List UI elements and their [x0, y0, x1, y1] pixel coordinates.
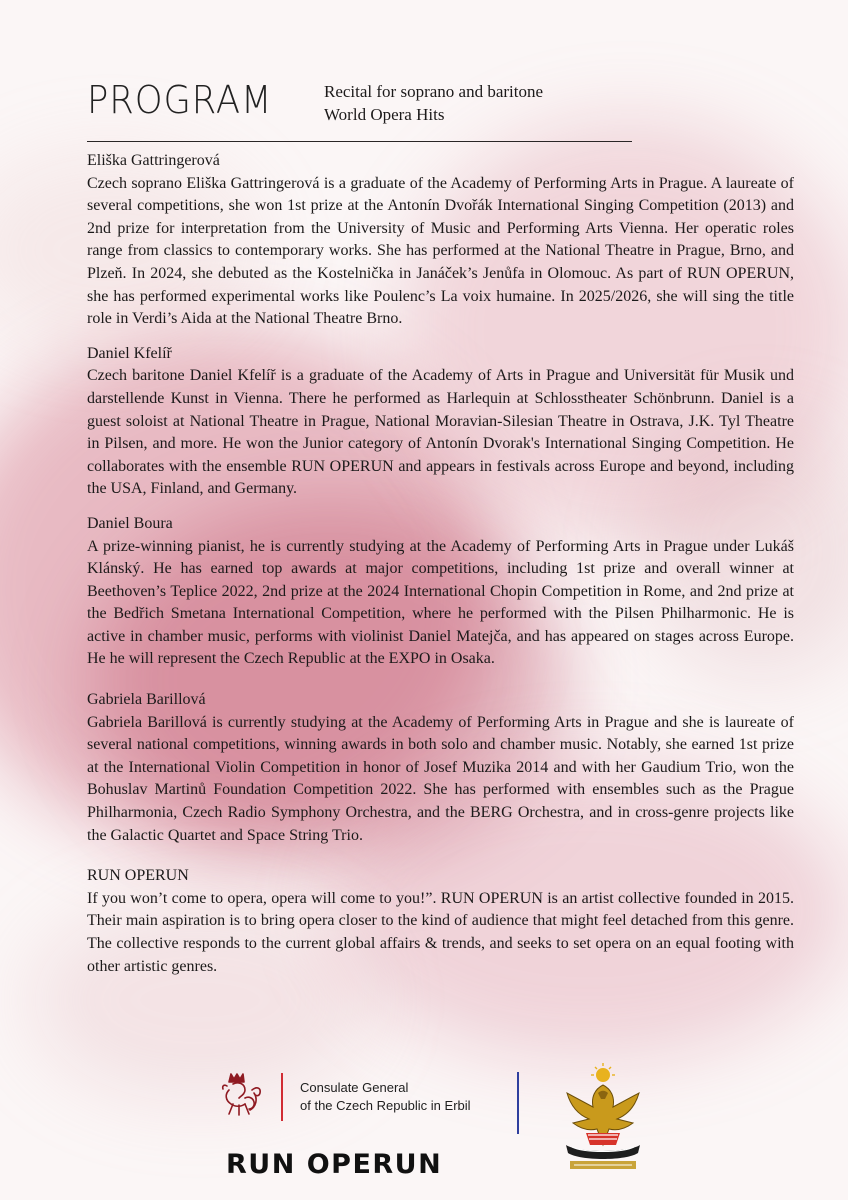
- page-title: PROGRAM: [87, 78, 273, 122]
- bio-ensemble: [87, 865, 794, 978]
- biographies: [87, 150, 794, 990]
- consulate-name: [300, 1079, 471, 1115]
- consulate-line-2: of the Czech Republic in Erbil: [300, 1098, 471, 1113]
- bio-soprano: [87, 150, 794, 331]
- bio-text: Czech baritone Daniel Kfelíř is a graduate of the Academy of Arts in Prague and Universität für Musik und darstellende Kunst in Vienna. There he performed as Harlequin at Schlosstheater Schönbrunn. Daniel is a guest soloist at National Theatre in Prague, National Moravian-Silesian Theatre in Ostrava, J.K. Tyl Theatre in Pilsen, and more. He won the Junior category of Antonín Dvorak's International Singing Competition. He collaborates with the ensemble RUN OPERUN and appears in festivals across Europe and beyond, including the USA, Finland, and Germany.: [87, 367, 794, 498]
- run-operun-logo: RUN OPERUN: [226, 1149, 443, 1180]
- consulate-line-1: Consulate General: [300, 1080, 409, 1095]
- subtitle-line-2: World Opera Hits: [324, 105, 445, 124]
- czech-lion-icon: [219, 1070, 263, 1120]
- bio-name: Daniel Kfelíř: [87, 344, 172, 362]
- header-divider: [87, 141, 632, 142]
- bio-violinist: [87, 689, 794, 847]
- bio-name: RUN OPERUN: [87, 867, 189, 885]
- bio-name: Daniel Boura: [87, 514, 173, 532]
- bio-text: Gabriela Barillová is currently studying at the Academy of Performing Arts in Prague and she is laureate of several national competitions, winning awards in both solo and chamber music. Notably, she earned 1st prize at the International Violin Competition in honor of Josef Muzika 2014 and with her Gaudium Trio, won the Bohuslav Martinů Foundation Competition 2022. She has performed with ensembles such as the Prague Philharmonia, Czech Radio Symphony Orchestra, and the BERG Orchestra, and in cross-genre projects like the Galactic Quartet and Space String Trio.: [87, 713, 794, 844]
- bio-text: If you won’t come to opera, opera will come to you!”. RUN OPERUN is an artist collective founded in 2015. Their main aspiration is to bring opera closer to the kind of audience that might feel detached from this genre. The collective responds to the current global affairs & trends, and seeks to set opera on an equal footing with other artistic genres.: [87, 889, 794, 975]
- blue-divider: [517, 1072, 519, 1134]
- kurdistan-emblem-icon: [558, 1063, 648, 1181]
- red-divider: [281, 1073, 283, 1121]
- subtitle-line-1: Recital for soprano and baritone: [324, 82, 544, 101]
- bio-text: Czech soprano Eliška Gattringerová is a graduate of the Academy of Performing Arts in Prague. A laureate of several competitions, she won 1st prize at the Antonín Dvořák International Singing Competition (2013) and 2nd prize for interpretation from the University of Music and Performing Arts Vienna. Her operatic roles range from classics to contemporary works. She has performed at the National Theatre in Prague, Brno, and Plzeň. In 2024, she debuted as the Kostelnička in Janáček’s Jenůfa in Olomouc. As part of RUN OPERUN, she has performed experimental works like Poulenc’s La voix humaine. In 2025/2026, she will sing the title role in Verdi’s Aida at the National Theatre Brno.: [87, 174, 794, 328]
- bio-baritone: [87, 343, 794, 501]
- bio-pianist: [87, 513, 794, 671]
- bio-text: A prize-winning pianist, he is currently studying at the Academy of Performing Arts in Prague under Lukáš Klánský. He has earned top awards at major competitions, including 1st prize and overall winner at Beethoven’s Teplice 2022, 2nd prize at the 2024 International Chopin Competition in Rome, and 2nd prize at the Bedřich Smetana International Competition, where he performed with the Pilsen Philharmonic. He is active in chamber music, performs with violinist Daniel Matejča, and has appeared on stages across Europe. He he will represent the Czech Republic at the EXPO in Osaka.: [87, 537, 794, 668]
- footer-logos: [0, 1063, 848, 1200]
- bio-name: Eliška Gattringerová: [87, 152, 220, 169]
- bio-name: Gabriela Barillová: [87, 691, 206, 709]
- program-subtitle: [324, 80, 543, 126]
